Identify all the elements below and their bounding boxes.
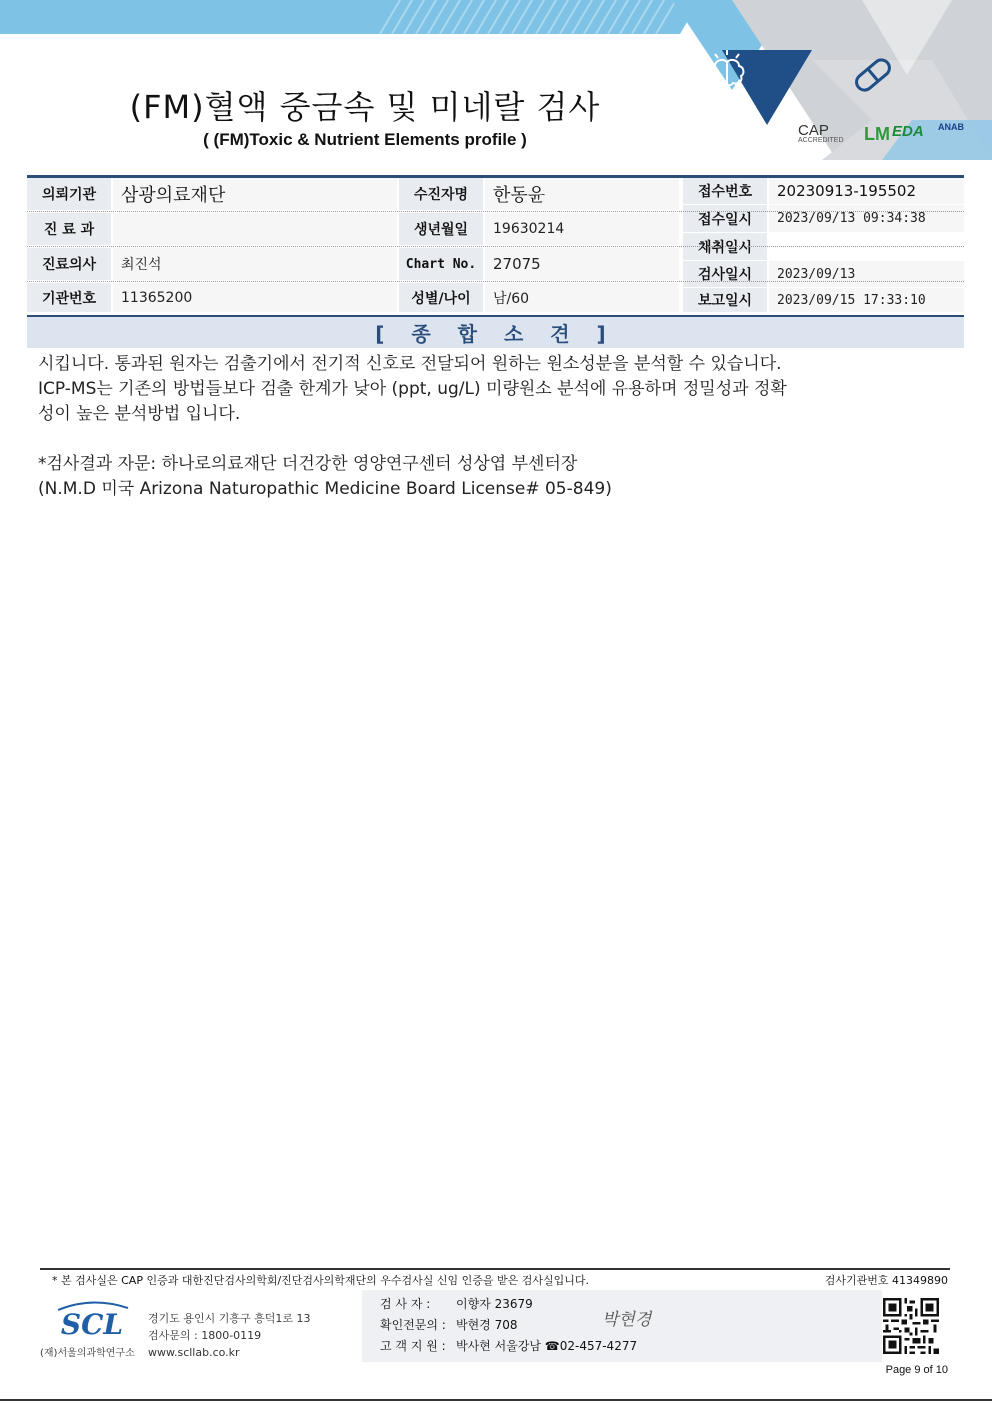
support-label: 고 객 지 원 : [380,1339,446,1353]
footer-divider [40,1268,950,1270]
support-value: 박사현 서울강남 ☎02-457-4277 [456,1339,638,1353]
report-date-label: 보고일시 [683,288,767,312]
sex-age-value: 남/60 [485,283,679,312]
patient-name-value: 한동윤 [485,178,679,210]
row-divider [27,246,964,247]
sex-age-label: 성별/나이 [399,283,483,312]
specialist-label: 확인전문의 : [380,1318,446,1332]
lab-name: (재)서울의과학연구소 [40,1348,135,1359]
staff-panel [362,1290,882,1362]
receipt-no-value: 20230913-195502 [769,178,964,204]
tester-value: 이향자 23679 [456,1297,533,1311]
summary-header [27,315,964,348]
advisor-line: (N.M.D 미국 Arizona Naturopathic Medicine Board License# 05-849) [38,479,612,499]
page-bottom-border [0,1399,992,1401]
summary-title: [ 종 합 소 견 ] [375,322,616,346]
department-label: 진 료 과 [27,213,111,245]
doctor-label: 진료의사 [27,248,111,280]
qr-code-icon[interactable] [883,1298,939,1354]
specialist-value: 박현경 708 [456,1318,518,1332]
row-divider [27,281,964,282]
eda-logo: EDA [892,123,924,140]
institution-no-value: 11365200 [113,283,397,312]
scl-logo [52,1298,132,1338]
department-value [113,213,397,245]
footer-panel [40,1290,950,1362]
lab-website[interactable]: www.scllab.co.kr [148,1346,240,1359]
patient-info-table [27,178,964,312]
summary-line: 시킵니다. 통과된 원자는 검출기에서 전기적 신호로 전달되어 원하는 원소성분을 분석할 수 있습니다. [38,354,782,374]
institution-no-label: 기관번호 [27,283,111,312]
patient-name-label: 수진자명 [399,178,483,210]
summary-line: ICP-MS는 기존의 방법들보다 검출 한계가 낮아 (ppt, ug/L) 미량원소 분석에 유용하며 정밀성과 정확 [38,379,787,399]
specialist-signature: 박현경 [602,1310,652,1330]
chart-no-value: 27075 [485,248,679,280]
lab-contact [148,1310,311,1361]
doctor-value: 최진석 [113,248,397,280]
summary-line: 성이 높은 분석방법 입니다. [38,404,241,424]
test-date-label: 검사일시 [683,261,767,287]
accreditation-logos [798,122,968,152]
advisor-line: *검사결과 자문: 하나로의료재단 더건강한 영양연구센터 성상엽 부센터장 [38,454,578,474]
birth-date-label: 생년월일 [399,213,483,245]
report-date-value: 2023/09/15 17:33:10 [769,288,964,312]
chart-no-label: Chart No. [399,248,483,280]
institution-label: 의뢰기관 [27,178,111,210]
summary-text [38,352,938,502]
collect-date-label: 채취일시 [683,233,767,260]
svg-text:SCL: SCL [60,1308,124,1338]
lab-address: 경기도 용인시 기흥구 흥덕1로 13 [148,1312,311,1325]
receipt-no-label: 접수번호 [683,178,767,204]
test-date-value: 2023/09/13 [769,261,964,287]
pill-capsule-icon [850,52,896,98]
lab-inquiry: 검사문의 : 1800-0119 [148,1329,262,1342]
report-subtitle: ( (FM)Toxic & Nutrient Elements profile ) [203,130,527,149]
tester-label: 검 사 자 : [380,1297,431,1311]
report-title: (FM)혈액 중금속 및 미네랄 검사 [129,88,601,126]
birth-date-value: 19630214 [485,213,679,245]
cap-logo: CAP ACCREDITED [798,122,844,144]
row-divider [27,211,964,212]
lab-registration-no: 검사기관번호 41349890 [824,1274,948,1287]
institution-value: 삼광의료재단 [113,178,397,210]
accreditation-note: * 본 검사실은 CAP 인증과 대한진단검사의학회/진단검사의학재단의 우수검사실 신임 인증을 받은 검사실입니다. [52,1274,590,1287]
anab-logo: ANAB [938,122,964,132]
receipt-date-value: 2023/09/13 09:34:38 [769,205,964,232]
receipt-date-label: 접수일시 [683,205,767,232]
lm-logo: LM [864,124,890,144]
page-number: Page 9 of 10 [885,1364,948,1376]
